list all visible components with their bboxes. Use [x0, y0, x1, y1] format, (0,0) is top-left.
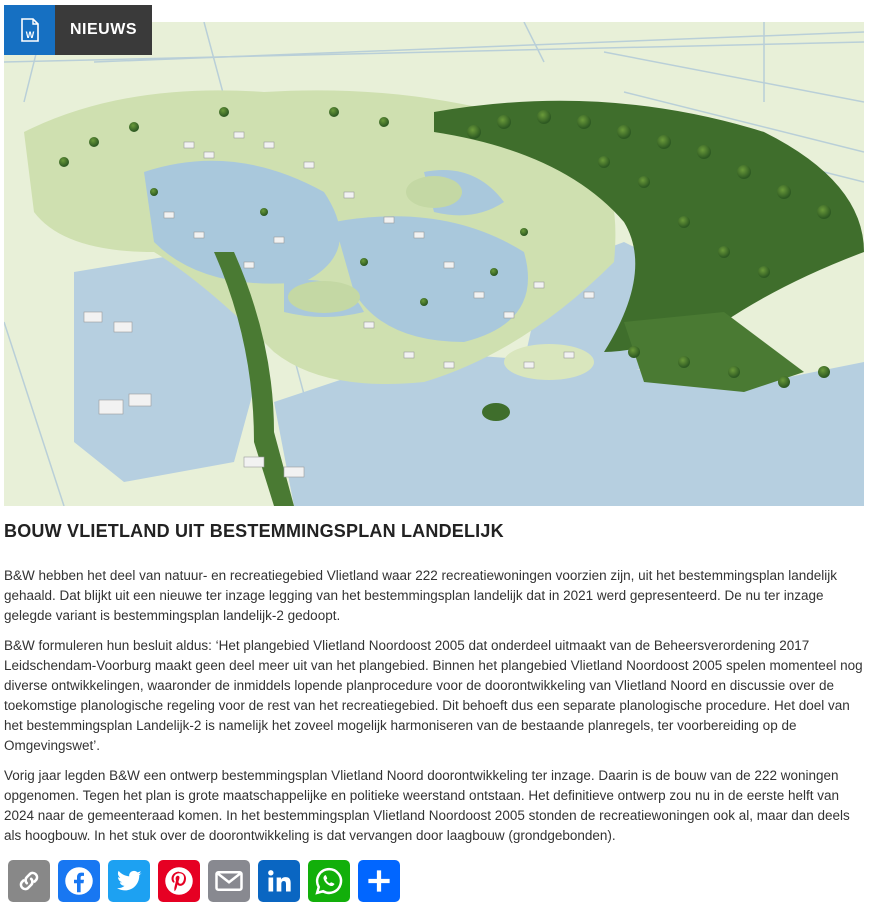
hero-map-image: [4, 22, 864, 506]
twitter-icon: [114, 866, 144, 896]
share-more-button[interactable]: [358, 860, 400, 902]
link-icon: [16, 868, 42, 894]
email-share-button[interactable]: [208, 860, 250, 902]
linkedin-share-button[interactable]: [258, 860, 300, 902]
pinterest-share-button[interactable]: [158, 860, 200, 902]
article-paragraph: Vorig jaar legden B&W een ontwerp bestemmingsplan Vlietland Noord doorontwikkeling ter inzage. Daarin is de bouw van de 222 woningen opgenomen. Tegen het plan is grote maatschappelijke en politieke weerstand ontstaan. Het definitieve ontwerp zou nu in de eerste helft van 2024 naar de gemeenteraad komen. In het bestemmingsplan Vlietland Noordoost 2005 stonden de recreatiewoningen ook al, maar dan deels als hoogbouw. In het stuk over de doorontwikkeling is dat vervangen door laagbouw (grondgebonden).: [4, 768, 850, 843]
newspaper-w-icon: [4, 5, 55, 55]
share-bar: [8, 860, 400, 902]
whatsapp-share-button[interactable]: [308, 860, 350, 902]
twitter-share-button[interactable]: [108, 860, 150, 902]
copy-link-button[interactable]: [8, 860, 50, 902]
category-label: NIEUWS: [55, 5, 152, 55]
pinterest-icon: [164, 866, 194, 896]
article-paragraph: B&W formuleren hun besluit aldus: ‘Het plangebied Vlietland Noordoost 2005 dat onderdeel uitmaakt van de Beheersverordening 2017 Leidschendam-Voorburg maakt geen deel meer uit van het plangebied. Binnen het plangebied Vlietland Noordoost 2005 spelen momenteel nog diverse ontwikkelingen, waaronder de inmiddels lopende planprocedure voor de doorontwikkeling van Vlietland Noord en discussie over de toekomstige planologische regeling voor de rest van het recreatiegebied. Dit behoeft dus een separate planologische procedure. Het doel van het bestemmingsplan Landelijk-2 is namelijk het zoveel mogelijk harmoniseren van de bestaande planregels, ter voorbereiding op de Omgevingswet’.: [4, 638, 863, 753]
article-paragraph: B&W hebben het deel van natuur- en recreatiegebied Vlietland waar 222 recreatiewoningen voorzien zijn, uit het bestemmingsplan landelijk gehaald. Dat blijkt uit een nieuwe ter inzage legging van het bestemmingsplan landelijk dat in 2021 werd gepresenteerd. De nu ter inzage gelegde variant is bestemmingsplan landelijk-2 gedoopt.: [4, 568, 838, 623]
facebook-icon: [64, 866, 94, 896]
facebook-share-button[interactable]: [58, 860, 100, 902]
linkedin-icon: [265, 867, 293, 895]
email-icon: [214, 866, 244, 896]
news-category-badge[interactable]: [4, 5, 152, 55]
svg-text:W: W: [25, 30, 34, 40]
article-title: BOUW VLIETLAND UIT BESTEMMINGSPLAN LANDELIJK: [4, 521, 504, 541]
share-icon: [364, 866, 394, 896]
article-body: [4, 566, 864, 856]
whatsapp-icon: [314, 866, 344, 896]
